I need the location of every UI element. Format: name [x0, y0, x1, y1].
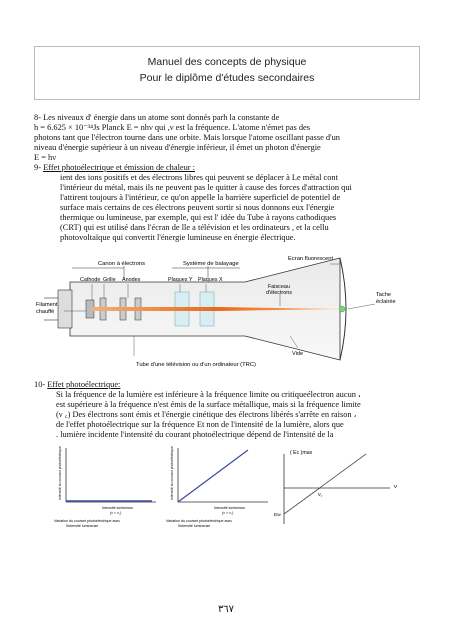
- sec9-line2: l'intérieur du métal, mais ils ne peuvent pas le quitter à cause des forces d'attraction qui: [60, 183, 352, 192]
- g3-nu: ν: [394, 484, 397, 490]
- sec9-heading-num: 9-: [34, 163, 44, 172]
- sec8-line5: E = hν: [34, 153, 57, 162]
- g3-ylabel: ( Ec )max: [290, 450, 313, 456]
- g1-caption-2: l'intensité lumineuse: [66, 524, 99, 528]
- sec9-line7: photovoltaïque qui convertit l'énergie lumineuse en énergie électrique.: [60, 233, 296, 242]
- label-cathode: Cathode: [80, 277, 101, 283]
- label-tache-1: Tache: [376, 292, 391, 298]
- crt-diagram: [36, 256, 420, 372]
- crt-neck: [58, 290, 72, 328]
- sec8-line3: photons tant que l'électron tourne dans une orbite. Mais lorsque l'atome oscillant passe d'un: [34, 133, 340, 142]
- sec9-heading-text: Effet photoélectrique et émission de chaleur :: [43, 163, 196, 172]
- g3-ew: Ew: [274, 513, 281, 518]
- sec10-line3: (ν ꜀) Des électrons sont émis et l'énergie cinétique des électrons libérés s'arrête en raison ،: [56, 410, 357, 419]
- g3-nu-c: ν꜀: [318, 492, 323, 498]
- label-anodes: Anodes: [122, 277, 141, 283]
- graph-kinetic-energy-vs-frequency: [270, 444, 412, 534]
- page-title: Manuel des concepts de physique: [147, 56, 307, 68]
- g1-caption-1: Variation du courant photoélectrique avec: [54, 519, 121, 523]
- label-tache-2: éclairée: [376, 299, 396, 305]
- label-canon: Canon à électrons: [98, 261, 146, 267]
- sec9-line5: thermique ou lumineuse, par exemple, qui est l' idée du Tube à rayons cathodiques: [60, 213, 337, 222]
- sec9-line1: ient des ions positifs et des électrons libres qui peuvent se déplacer à Le métal cont: [60, 173, 338, 182]
- sec8-line1: 8- Les niveaux d' énergie dans un atome sont donnés parh la constante de: [34, 113, 280, 122]
- sec8-line4: niveau d'énergie supérieur à un niveau d'énergie inférieur, il émet un photon d'énergie: [34, 143, 321, 152]
- sec10-line1: Si la fréquence de la lumière est inférieure à la fréquence limite ou critiqueélectron aucun ،: [56, 390, 361, 399]
- g2-caption-2: l'intensité lumineuse: [178, 524, 211, 528]
- sec10-heading: [34, 380, 120, 390]
- g2-xnote: (ν > ν꜀): [222, 511, 234, 515]
- g2-ylabel: Intensité du courant photoélectrique: [170, 446, 174, 500]
- sec9-line4: surface mais certains de ces électrons peuvent sortir si nous donnons eux l'énergie: [60, 203, 335, 212]
- label-grille: Grille: [103, 277, 116, 283]
- sec10-heading-text: Effet photoélectrique:: [47, 380, 121, 389]
- sec10-line5: . lumière incidente l'intensité du courant photoélectrique dépend de l'intensité de la: [56, 430, 334, 439]
- label-filament-2: chauffé: [36, 309, 55, 315]
- label-filament-1: Filament: [36, 302, 58, 308]
- g2-caption-1: Variation du courant photoélectrique avec: [166, 519, 233, 523]
- graph-current-above-threshold: [164, 444, 272, 532]
- sec10-line2: est supérieure à la fréquence n'est émis de la surface métallique, mais si la fréquence limite: [56, 400, 361, 409]
- g1-xlabel: Intensité lumineuse: [102, 506, 133, 510]
- g1-xnote: (ν < ν꜀): [110, 511, 122, 515]
- sec9-heading: [34, 163, 195, 173]
- crt-caption: Tube d'une télévision ou d'un ordinateur (TRC): [136, 362, 256, 368]
- label-plaques-x: Plaques X: [198, 277, 223, 283]
- label-ecran: Ecran fluorescent: [288, 256, 334, 262]
- lit-spot: [339, 306, 345, 312]
- g2-data-line: [178, 450, 248, 502]
- g2-xlabel: Intensité lumineuse: [214, 506, 245, 510]
- graph-current-below-threshold: [52, 444, 160, 532]
- label-plaques-y: Plaques Y: [168, 277, 193, 283]
- sec9-line3: l'attirent toujours à l'intérieur, ce qu'on appelle la barrière superficiel de potentiel de: [60, 193, 341, 202]
- sec10-line4: de l'effet photoélectrique sur la fréquence Et non de l'intensité de la lumière, alors que: [56, 420, 344, 429]
- page-subtitle: Pour le diplôme d'études secondaires: [139, 72, 315, 84]
- sec10-heading-num: 10-: [34, 380, 48, 389]
- sec8-line2: h = 6.625 × 10⁻³⁴Js Planck E = nhν qui ,ν est la fréquence. L'atome n'émet pas des: [34, 123, 311, 132]
- page-number: ٣٦٧: [217, 604, 235, 615]
- sec9-line6: (CRT) qui est utilisé dans l'écran de lle a télévision et les ordinateurs , et la cellu: [60, 223, 329, 232]
- header-box: [34, 46, 420, 100]
- label-balayage: Système de balayage: [183, 261, 239, 267]
- g1-ylabel: Intensité du courant photoélectrique: [58, 446, 62, 500]
- label-faisceau-2: d'électrons: [266, 290, 292, 296]
- label-vide: Vide: [292, 351, 304, 357]
- label-faisceau-1: Faisceau: [268, 284, 290, 290]
